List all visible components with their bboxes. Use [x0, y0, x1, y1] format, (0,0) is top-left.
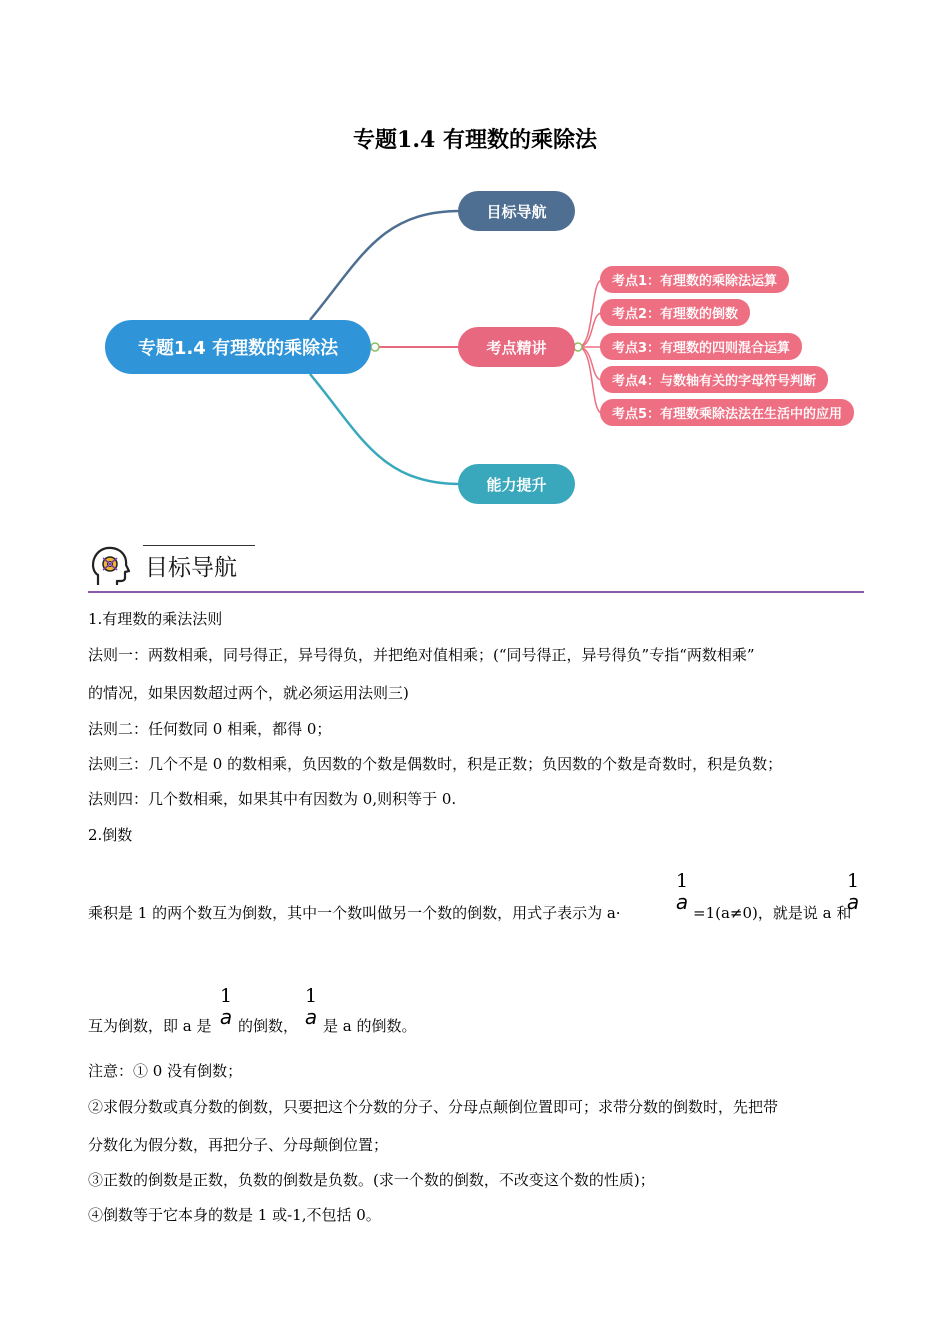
- connector-root-branch3: [310, 374, 460, 484]
- head-gear-icon: [90, 545, 130, 589]
- fraction-1-over-a: 1 a: [219, 985, 233, 1029]
- mindmap-root: 专题1.4 有理数的乘除法: [105, 320, 371, 374]
- section-title: 目标导航: [145, 555, 237, 581]
- fraction-1-over-a: 1 a: [675, 870, 689, 914]
- text-line-2: 法则一：两数相乘，同号得正，异号得负，并把绝对值相乘；(“同号得正，异号得负”专指“两数相乘”: [88, 646, 755, 664]
- text-line-7: 2.倒数: [88, 826, 133, 844]
- connector-leaf-4: [578, 347, 602, 380]
- mindmap-branch-ability: 能力提升: [458, 464, 575, 504]
- text-line-6: 法则四：几个数相乘，如果其中有因数为 0,则积等于 0.: [88, 790, 457, 808]
- text-line-1: 1.有理数的乘法法则: [88, 610, 223, 628]
- mindmap-leaf-2: 考点2：有理数的倒数: [600, 299, 750, 326]
- mindmap-branch-goal-nav: 目标导航: [458, 191, 575, 231]
- connector-leaf-2: [578, 313, 602, 347]
- section-header: [88, 543, 864, 593]
- fraction-1-over-a: 1 a: [304, 985, 318, 1029]
- mindmap-leaf-5: 考点5：有理数乘除法法在生活中的应用: [600, 399, 854, 426]
- fraction-1-over-a: 1 a: [846, 870, 860, 914]
- text-line-8a: 乘积是 1 的两个数互为倒数，其中一个数叫做另一个数的倒数，用式子表示为 a·: [88, 904, 621, 922]
- mindmap-connectors: [0, 0, 950, 520]
- text-line-8b: =1(a≠0)，就是说 a 和: [693, 904, 852, 922]
- mindmap-leaf-4: 考点4：与数轴有关的字母符号判断: [600, 366, 828, 393]
- text-line-11: ②求假分数或真分数的倒数，只要把这个分数的分子、分母点颠倒位置即可；求带分数的倒数时，先把带: [88, 1098, 779, 1116]
- mindmap-leaf-1: 考点1：有理数的乘除法运算: [600, 266, 789, 293]
- text-line-5: 法则三：几个不是 0 的数相乘，负因数的个数是偶数时，积是正数；负因数的个数是奇数时，积是负数；: [88, 755, 783, 773]
- text-line-13: ③正数的倒数是正数，负数的倒数是负数。(求一个数的倒数，不改变这个数的性质)；: [88, 1171, 655, 1189]
- text-line-3: 的情况，如果因数超过两个，就必须运用法则三): [88, 684, 409, 702]
- text-line-9b: 的倒数，: [238, 1017, 299, 1035]
- text-line-9a: 互为倒数，即 a 是: [88, 1017, 212, 1035]
- text-line-10: 注意：① 0 没有倒数；: [88, 1062, 243, 1080]
- text-line-12: 分数化为假分数，再把分子、分母颠倒位置；: [88, 1136, 389, 1154]
- page-title: 专题1.4 有理数的乘除法: [353, 127, 597, 153]
- text-line-9c: 是 a 的倒数。: [323, 1017, 417, 1035]
- text-line-4: 法则二：任何数同 0 相乘，都得 0；: [88, 720, 332, 738]
- text-line-14: ④倒数等于它本身的数是 1 或-1,不包括 0。: [88, 1206, 381, 1224]
- mindmap-branch-key-points: 考点精讲: [458, 327, 575, 367]
- mindmap-leaf-3: 考点3：有理数的四则混合运算: [600, 333, 802, 360]
- connector-root-branch1: [310, 211, 460, 320]
